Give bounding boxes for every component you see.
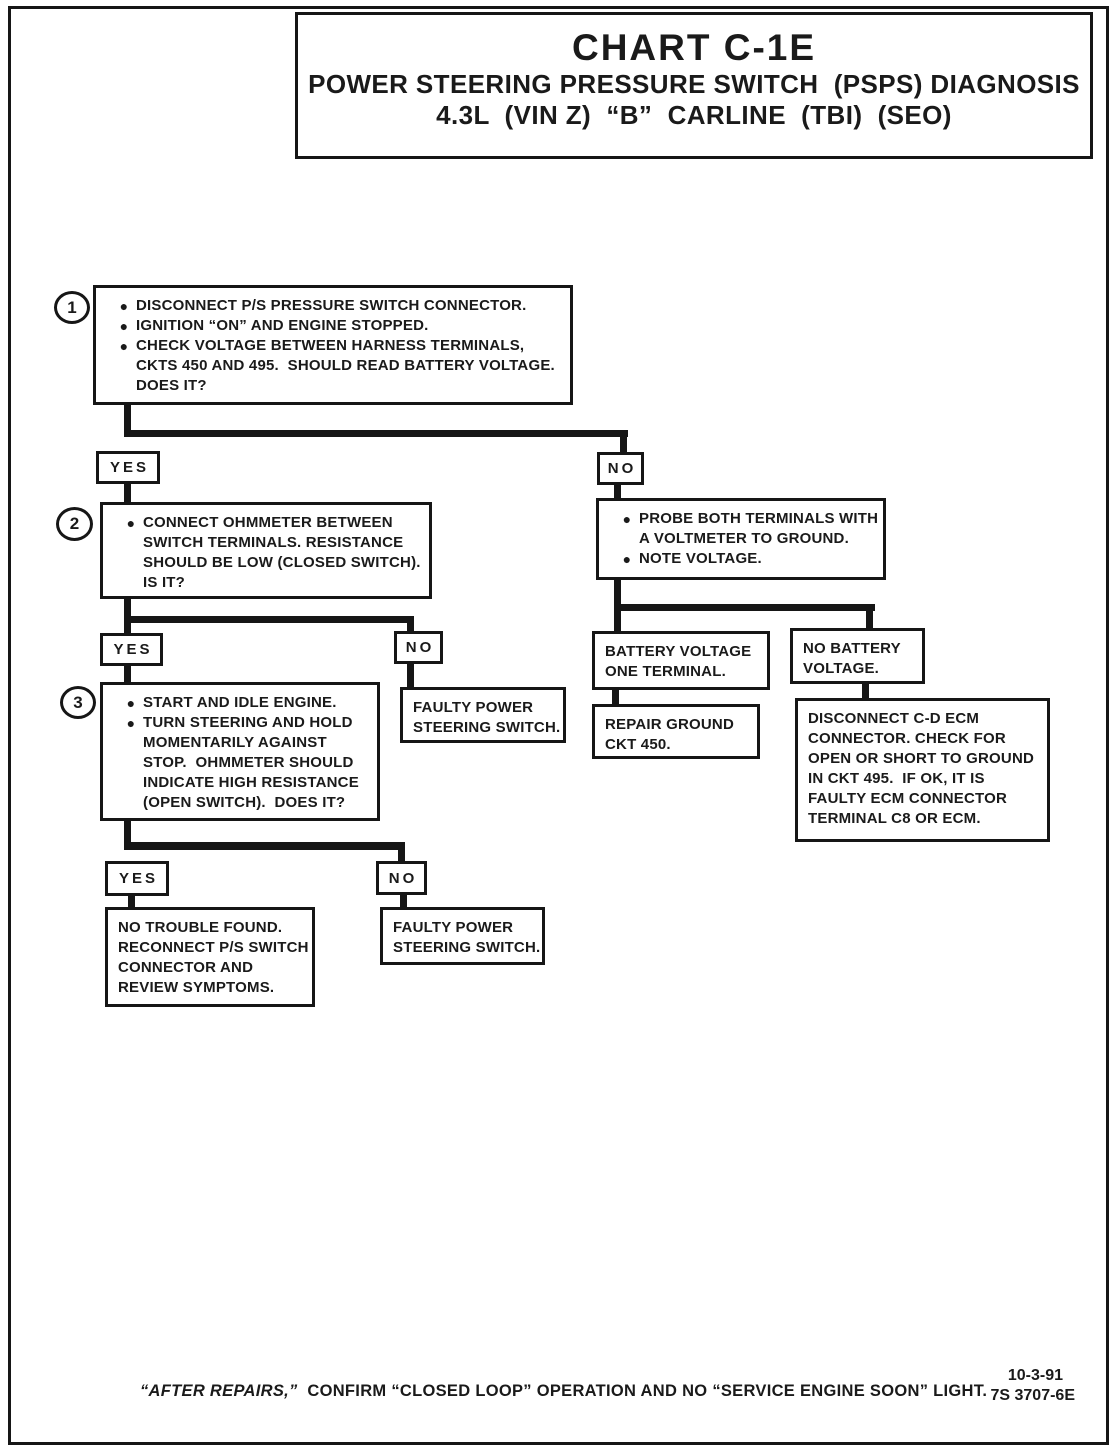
connector-nobatt-down: [862, 682, 869, 699]
text-line: TURN STEERING AND HOLD: [143, 714, 353, 731]
text-line: NO BATTERY: [803, 640, 901, 657]
footer-date: 10-3-91: [1007, 1367, 1063, 1384]
step-1-circle: 1: [54, 291, 90, 324]
bullet-row: [106, 316, 560, 336]
text-line: SHOULD BE LOW (CLOSED SWITCH).: [143, 554, 421, 571]
bullet-icon: ●: [126, 695, 136, 711]
connector-branch1-no: [620, 430, 627, 453]
text-line: DISCONNECT P/S PRESSURE SWITCH CONNECTOR.: [136, 297, 527, 314]
text-line: REVIEW SYMPTOMS.: [118, 979, 275, 996]
step-3-box: [100, 682, 380, 821]
text-line: FAULTY ECM CONNECTOR: [808, 790, 1008, 807]
bullet-icon: ●: [126, 715, 136, 731]
bullet-row: [609, 549, 873, 569]
bullet-icon: ●: [622, 551, 632, 567]
text-line: IN CKT 495. IF OK, IT IS: [808, 770, 985, 787]
bullet-icon: ●: [126, 515, 136, 531]
text-line: IS IT?: [143, 574, 186, 591]
yes-label-2: YES: [100, 633, 163, 666]
text-line: CONNECTOR. CHECK FOR: [808, 730, 1006, 747]
text-line: (OPEN SWITCH). DOES IT?: [143, 794, 346, 811]
text-line: BATTERY VOLTAGE: [605, 643, 752, 660]
chart-subtitle-1: POWER STEERING PRESSURE SWITCH (PSPS) DIAGNOSIS: [308, 69, 1080, 99]
bullet-text: [143, 693, 367, 713]
text-line: MOMENTARILY AGAINST: [143, 734, 327, 751]
bullet-row: [113, 713, 367, 813]
text-line: VOLTAGE.: [803, 660, 880, 677]
bullet-icon: ●: [622, 511, 632, 527]
footer-doc-number: 7S 3707-6E: [990, 1387, 1075, 1404]
connector-no2-down: [407, 663, 414, 688]
faulty-switch-box-2: [380, 907, 545, 965]
repair-ground-box: [592, 704, 760, 759]
text-line: START AND IDLE ENGINE.: [143, 694, 337, 711]
bullet-icon: ●: [119, 318, 129, 334]
text-line: STEERING SWITCH.: [413, 719, 561, 736]
text-line: CKT 450.: [605, 736, 671, 753]
faulty-switch-box-1: [400, 687, 566, 743]
battery-voltage-box: [592, 631, 770, 690]
text-line: NO TROUBLE FOUND.: [118, 919, 283, 936]
text-line: CHECK VOLTAGE BETWEEN HARNESS TERMINALS,: [136, 337, 525, 354]
bullet-text: [136, 336, 560, 396]
text-line: A VOLTMETER TO GROUND.: [639, 530, 849, 547]
text-line: STOP. OHMMETER SHOULD: [143, 754, 354, 771]
text-line: FAULTY POWER: [413, 699, 534, 716]
step-2-box: [100, 502, 432, 599]
no-label-3: NO: [376, 861, 427, 895]
bullet-row: [106, 336, 560, 396]
connector-branch3-no: [398, 842, 405, 863]
text-line: ONE TERMINAL.: [605, 663, 726, 680]
step-3-circle: 3: [60, 686, 96, 719]
yes-label-3: YES: [105, 861, 169, 896]
bullet-row: [609, 509, 879, 549]
connector-branch2-h: [124, 616, 414, 623]
connector-yes1-down: [124, 482, 131, 503]
step-1-box: [93, 285, 573, 405]
bullet-text: [639, 509, 878, 549]
footer-note-rest: CONFIRM “CLOSED LOOP” OPERATION AND NO “SERVICE ENGINE SOON” LIGHT.: [297, 1382, 988, 1400]
chart-subtitle-2: 4.3L (VIN Z) “B” CARLINE (TBI) (SEO): [436, 100, 952, 130]
connector-branch3-h: [124, 842, 405, 850]
step-2-circle: 2: [56, 507, 93, 541]
text-line: CKTS 450 AND 495. SHOULD READ BATTERY VOLTAGE.: [136, 357, 555, 374]
text-line: RECONNECT P/S SWITCH: [118, 939, 309, 956]
bullet-text: [143, 513, 421, 593]
probe-terminals-box: [596, 498, 886, 580]
yes-label-1: YES: [96, 451, 160, 484]
connector-branch4-no: [866, 604, 873, 629]
footer-id-block: [950, 1366, 1075, 1406]
bullet-icon: ●: [119, 298, 129, 314]
bullet-text: [143, 713, 367, 813]
bullet-text: [136, 296, 560, 316]
text-line: SWITCH TERMINALS. RESISTANCE: [143, 534, 404, 551]
text-line: DISCONNECT C-D ECM: [808, 710, 980, 727]
connector-branch4-h: [614, 604, 875, 611]
connector-battery-down: [612, 689, 619, 705]
text-line: CONNECT OHMMETER BETWEEN: [143, 514, 393, 531]
bullet-row: [113, 513, 419, 593]
title-box: [295, 12, 1093, 159]
text-line: DOES IT?: [136, 377, 207, 394]
text-line: IGNITION “ON” AND ENGINE STOPPED.: [136, 317, 429, 334]
bullet-text: [639, 549, 873, 569]
connector-no1-down: [614, 484, 621, 499]
text-line: OPEN OR SHORT TO GROUND: [808, 750, 1035, 767]
text-line: CONNECTOR AND: [118, 959, 254, 976]
text-line: PROBE BOTH TERMINALS WITH: [639, 510, 879, 527]
footer-note-italic: “AFTER REPAIRS,”: [140, 1382, 298, 1400]
connector-yes2-down: [124, 665, 131, 683]
text-line: STEERING SWITCH.: [393, 939, 541, 956]
footer-note: [140, 1382, 987, 1401]
no-trouble-box: [105, 907, 315, 1007]
text-line: REPAIR GROUND: [605, 716, 734, 733]
bullet-row: [113, 693, 367, 713]
chart-title: CHART C-1E: [571, 27, 817, 68]
text-line: TERMINAL C8 OR ECM.: [808, 810, 981, 827]
bullet-text: [136, 316, 560, 336]
no-label-1: NO: [597, 452, 644, 485]
bullet-icon: ●: [119, 338, 129, 354]
text-line: NOTE VOLTAGE.: [639, 550, 762, 567]
connector-branch1-h: [124, 430, 628, 437]
bullet-row: [106, 296, 560, 316]
no-label-2: NO: [394, 631, 443, 664]
disconnect-ecm-box: [795, 698, 1050, 842]
no-battery-voltage-box: [790, 628, 925, 684]
text-line: FAULTY POWER: [393, 919, 514, 936]
text-line: INDICATE HIGH RESISTANCE: [143, 774, 359, 791]
